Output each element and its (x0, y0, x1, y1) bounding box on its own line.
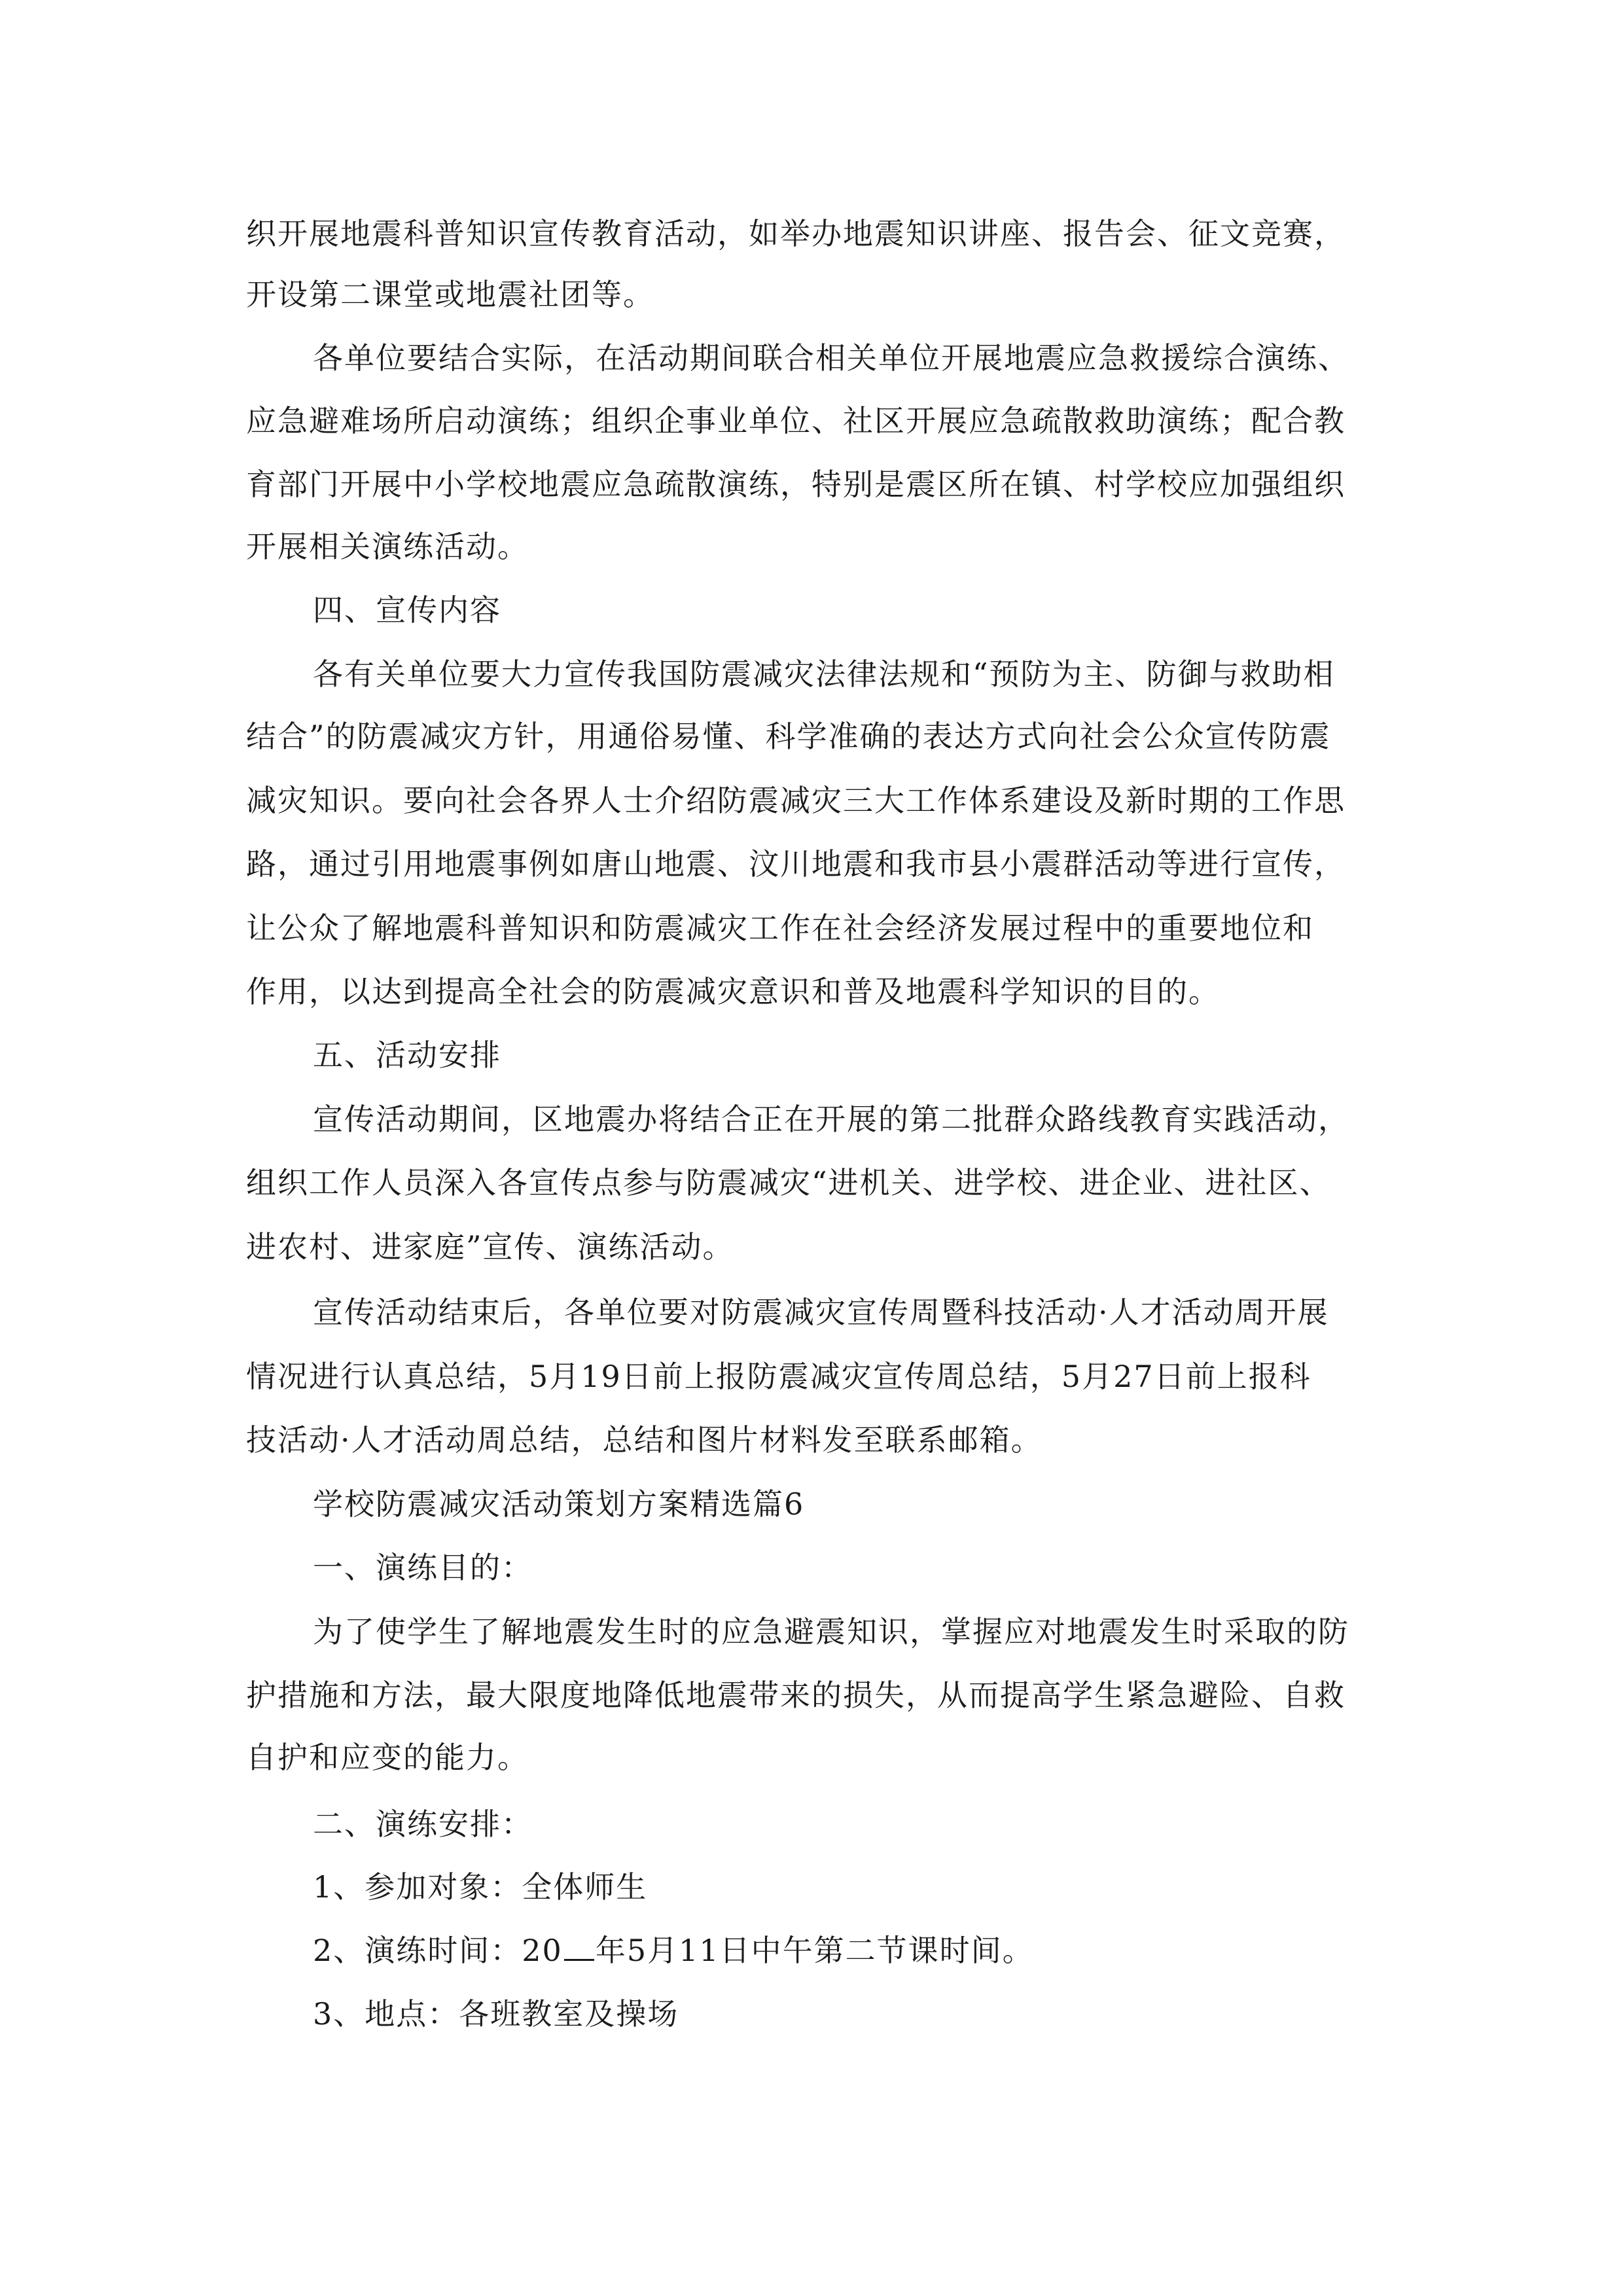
text-line: 让公众了解地震科普知识和防震减灾工作在社会经济发展过程中的重要地位和 (246, 910, 1314, 946)
year-blank (564, 1933, 594, 1961)
text-line: 情况进行认真总结，5月19日前上报防震减灾宣传周总结，5月27日前上报科 (246, 1359, 1311, 1394)
list-item-time (313, 1931, 1034, 1970)
section-heading: 四、宣传内容 (313, 592, 501, 628)
text-line: 育部门开展中小学校地震应急疏散演练，特别是震区所在镇、村学校应加强组织 (246, 467, 1346, 502)
paragraph-start: 宣传活动结束后，各单位要对防震减灾宣传周暨科技活动·人才活动周开展 (313, 1295, 1329, 1330)
text-line: 路，通过引用地震事例如唐山地震、汶川地震和我市县小震群活动等进行宣传， (246, 846, 1346, 882)
paragraph-start: 各单位要结合实际，在活动期间联合相关单位开展地震应急救援综合演练、 (313, 340, 1349, 376)
text-line: 技活动·人才活动周总结，总结和图片材料发至联系邮箱。 (246, 1422, 1043, 1458)
text-line: 减灾知识。要向社会各界人士介绍防震减灾三大工作体系建设及新时期的工作思 (246, 783, 1346, 818)
text-line: 结合”的防震减灾方针，用通俗易懂、科学准确的表达方式向社会公众宣传防震 (246, 719, 1331, 754)
text-line: 开设第二课堂或地震社团等。 (246, 277, 654, 312)
article-title: 学校防震减灾活动策划方案精选篇6 (313, 1486, 805, 1522)
section-heading: 一、演练目的： (313, 1550, 533, 1585)
section-heading: 二、演练安排： (313, 1806, 533, 1842)
text-line: 进农村、进家庭”宣传、演练活动。 (246, 1229, 734, 1265)
text-line: 开展相关演练活动。 (246, 529, 529, 564)
paragraph-start: 为了使学生了解地震发生时的应急避震知识，掌握应对地震发生时采取的防 (313, 1614, 1349, 1649)
text-line: 组织工作人员深入各宣传点参与防震减灾“进机关、进学校、进企业、进社区、 (246, 1165, 1331, 1200)
paragraph-start: 宣传活动期间，区地震办将结合正在开展的第二批群众路线教育实践活动， (313, 1102, 1349, 1137)
text-line: 护措施和方法，最大限度地降低地震带来的损失，从而提高学生紧急避险、自救 (246, 1677, 1346, 1713)
time-prefix: 2、演练时间：20 (313, 1933, 563, 1968)
paragraph-start: 各有关单位要大力宣传我国防震减灾法律法规和“预防为主、防御与救助相 (313, 656, 1335, 692)
text-line: 应急避难场所启动演练；组织企事业单位、社区开展应急疏散救助演练；配合教 (246, 403, 1346, 439)
list-item: 1、参加对象：全体师生 (313, 1869, 648, 1905)
time-suffix: 年5月11日中午第二节课时间。 (595, 1933, 1034, 1968)
list-item: 3、地点：各班教室及操场 (313, 1996, 679, 2032)
section-heading: 五、活动安排 (313, 1037, 501, 1073)
text-line: 自护和应变的能力。 (246, 1740, 529, 1775)
text-line: 织开展地震科普知识宣传教育活动，如举办地震知识讲座、报告会、征文竞赛， (246, 216, 1346, 251)
text-line: 作用，以达到提高全社会的防震减灾意识和普及地震科学知识的目的。 (246, 974, 1220, 1009)
